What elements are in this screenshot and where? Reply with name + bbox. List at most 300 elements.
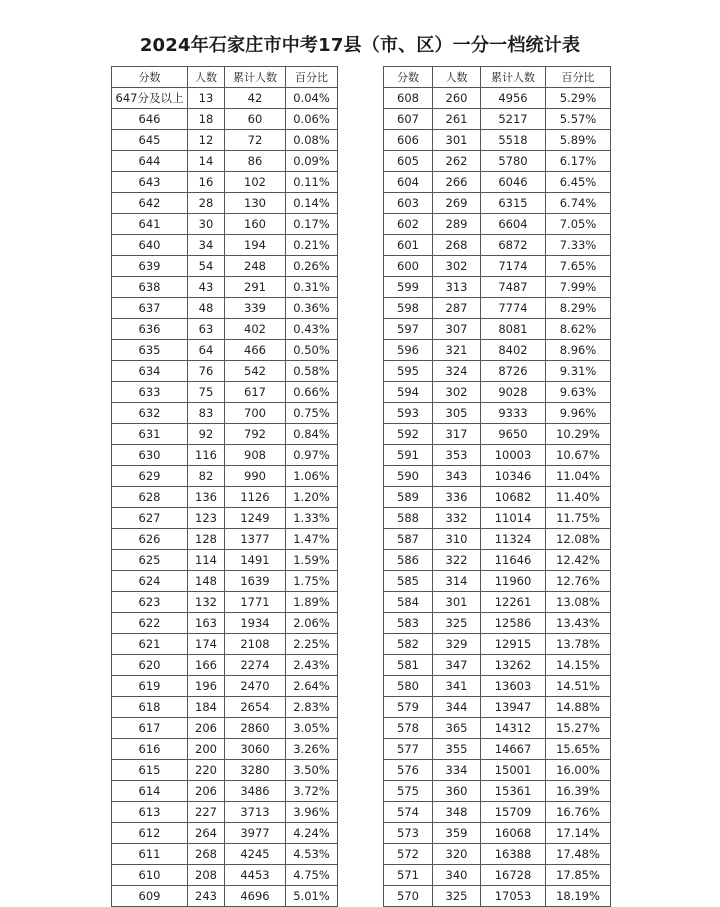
cell-cumulative: 4956	[481, 88, 546, 109]
cell-count: 30	[188, 214, 225, 235]
table-row	[384, 151, 611, 172]
cell-cumulative: 792	[225, 424, 286, 445]
cell-score: 582	[384, 634, 433, 655]
cell-count: 332	[433, 508, 481, 529]
cell-percent: 7.33%	[546, 235, 611, 256]
table-row	[112, 886, 338, 907]
cell-count: 322	[433, 550, 481, 571]
cell-percent: 0.17%	[286, 214, 338, 235]
cell-score: 573	[384, 823, 433, 844]
cell-count: 18	[188, 109, 225, 130]
cell-count: 148	[188, 571, 225, 592]
cell-score: 593	[384, 403, 433, 424]
cell-cumulative: 15709	[481, 802, 546, 823]
cell-score: 641	[112, 214, 188, 235]
table-row	[384, 235, 611, 256]
cell-count: 266	[433, 172, 481, 193]
cell-cumulative: 1934	[225, 613, 286, 634]
cell-cumulative: 3060	[225, 739, 286, 760]
table-row	[384, 487, 611, 508]
cell-count: 325	[433, 886, 481, 907]
cell-percent: 17.85%	[546, 865, 611, 886]
cell-count: 268	[433, 235, 481, 256]
cell-percent: 9.63%	[546, 382, 611, 403]
table-row	[384, 193, 611, 214]
cell-cumulative: 5217	[481, 109, 546, 130]
cell-count: 12	[188, 130, 225, 151]
cell-count: 269	[433, 193, 481, 214]
cell-count: 13	[188, 88, 225, 109]
cell-percent: 17.48%	[546, 844, 611, 865]
cell-count: 264	[188, 823, 225, 844]
cell-cumulative: 15361	[481, 781, 546, 802]
cell-count: 123	[188, 508, 225, 529]
table-row	[384, 571, 611, 592]
cell-percent: 4.24%	[286, 823, 338, 844]
cell-percent: 18.19%	[546, 886, 611, 907]
score-table-left	[111, 66, 338, 907]
cell-percent: 0.26%	[286, 256, 338, 277]
table-body-right	[384, 88, 611, 907]
cell-score: 629	[112, 466, 188, 487]
cell-count: 307	[433, 319, 481, 340]
cell-count: 301	[433, 130, 481, 151]
cell-percent: 0.84%	[286, 424, 338, 445]
cell-score: 645	[112, 130, 188, 151]
cell-cumulative: 3280	[225, 760, 286, 781]
cell-score: 643	[112, 172, 188, 193]
cell-score: 612	[112, 823, 188, 844]
cell-score: 628	[112, 487, 188, 508]
table-row	[112, 298, 338, 319]
cell-count: 136	[188, 487, 225, 508]
cell-percent: 13.78%	[546, 634, 611, 655]
table-row	[384, 676, 611, 697]
cell-score: 597	[384, 319, 433, 340]
cell-count: 200	[188, 739, 225, 760]
cell-cumulative: 11324	[481, 529, 546, 550]
cell-score: 646	[112, 109, 188, 130]
table-row	[112, 403, 338, 424]
cell-percent: 4.75%	[286, 865, 338, 886]
table-row	[384, 466, 611, 487]
cell-count: 64	[188, 340, 225, 361]
cell-score: 583	[384, 613, 433, 634]
cell-cumulative: 11646	[481, 550, 546, 571]
cell-cumulative: 9028	[481, 382, 546, 403]
table-row	[384, 529, 611, 550]
cell-cumulative: 16068	[481, 823, 546, 844]
cell-score: 594	[384, 382, 433, 403]
cell-percent: 14.51%	[546, 676, 611, 697]
cell-cumulative: 8402	[481, 340, 546, 361]
cell-percent: 9.31%	[546, 361, 611, 382]
cell-cumulative: 102	[225, 172, 286, 193]
cell-percent: 11.75%	[546, 508, 611, 529]
cell-score: 604	[384, 172, 433, 193]
cell-percent: 0.58%	[286, 361, 338, 382]
cell-count: 196	[188, 676, 225, 697]
cell-cumulative: 6046	[481, 172, 546, 193]
cell-percent: 9.96%	[546, 403, 611, 424]
cell-cumulative: 194	[225, 235, 286, 256]
table-row	[112, 466, 338, 487]
cell-score: 635	[112, 340, 188, 361]
cell-percent: 5.01%	[286, 886, 338, 907]
table-row	[112, 865, 338, 886]
cell-score: 570	[384, 886, 433, 907]
cell-percent: 0.31%	[286, 277, 338, 298]
cell-cumulative: 1126	[225, 487, 286, 508]
cell-score: 595	[384, 361, 433, 382]
cell-score: 588	[384, 508, 433, 529]
table-row	[112, 823, 338, 844]
cell-cumulative: 12261	[481, 592, 546, 613]
table-row	[112, 655, 338, 676]
cell-cumulative: 130	[225, 193, 286, 214]
cell-percent: 0.66%	[286, 382, 338, 403]
cell-score: 617	[112, 718, 188, 739]
cell-score: 613	[112, 802, 188, 823]
cell-count: 348	[433, 802, 481, 823]
cell-cumulative: 908	[225, 445, 286, 466]
table-row	[384, 739, 611, 760]
cell-count: 92	[188, 424, 225, 445]
cell-count: 341	[433, 676, 481, 697]
table-row	[384, 802, 611, 823]
cell-cumulative: 2470	[225, 676, 286, 697]
cell-cumulative: 14312	[481, 718, 546, 739]
cell-count: 314	[433, 571, 481, 592]
table-row	[384, 844, 611, 865]
cell-score: 622	[112, 613, 188, 634]
cell-percent: 11.40%	[546, 487, 611, 508]
cell-score: 642	[112, 193, 188, 214]
cell-percent: 8.96%	[546, 340, 611, 361]
table-row	[384, 403, 611, 424]
cell-percent: 1.89%	[286, 592, 338, 613]
cell-count: 287	[433, 298, 481, 319]
cell-percent: 10.29%	[546, 424, 611, 445]
cell-cumulative: 339	[225, 298, 286, 319]
cell-count: 206	[188, 718, 225, 739]
cell-percent: 6.17%	[546, 151, 611, 172]
table-header-row	[384, 67, 611, 88]
cell-cumulative: 2860	[225, 718, 286, 739]
cell-percent: 0.14%	[286, 193, 338, 214]
cell-count: 305	[433, 403, 481, 424]
table-row	[112, 676, 338, 697]
cell-cumulative: 42	[225, 88, 286, 109]
cell-count: 360	[433, 781, 481, 802]
table-row	[384, 508, 611, 529]
column-header-score: 分数	[112, 67, 188, 88]
cell-cumulative: 2274	[225, 655, 286, 676]
cell-cumulative: 3486	[225, 781, 286, 802]
cell-score: 603	[384, 193, 433, 214]
table-row	[384, 634, 611, 655]
cell-count: 324	[433, 361, 481, 382]
cell-cumulative: 60	[225, 109, 286, 130]
table-body-left	[112, 88, 338, 907]
table-row	[384, 697, 611, 718]
cell-cumulative: 10003	[481, 445, 546, 466]
cell-cumulative: 248	[225, 256, 286, 277]
cell-percent: 3.50%	[286, 760, 338, 781]
cell-score: 621	[112, 634, 188, 655]
cell-percent: 0.75%	[286, 403, 338, 424]
table-row	[384, 865, 611, 886]
cell-cumulative: 402	[225, 319, 286, 340]
table-row	[384, 172, 611, 193]
table-row	[384, 655, 611, 676]
cell-count: 128	[188, 529, 225, 550]
table-row	[112, 88, 338, 109]
cell-score: 620	[112, 655, 188, 676]
cell-count: 43	[188, 277, 225, 298]
cell-cumulative: 160	[225, 214, 286, 235]
table-row	[112, 529, 338, 550]
cell-percent: 0.43%	[286, 319, 338, 340]
cell-score: 596	[384, 340, 433, 361]
cell-count: 268	[188, 844, 225, 865]
cell-percent: 0.36%	[286, 298, 338, 319]
table-row	[112, 277, 338, 298]
column-header-percent: 百分比	[546, 67, 611, 88]
cell-score: 640	[112, 235, 188, 256]
table-row	[384, 130, 611, 151]
cell-percent: 3.72%	[286, 781, 338, 802]
table-header-row	[112, 67, 338, 88]
cell-count: 310	[433, 529, 481, 550]
cell-count: 301	[433, 592, 481, 613]
cell-percent: 12.08%	[546, 529, 611, 550]
table-row	[384, 592, 611, 613]
cell-count: 260	[433, 88, 481, 109]
cell-cumulative: 6604	[481, 214, 546, 235]
cell-cumulative: 990	[225, 466, 286, 487]
cell-percent: 14.88%	[546, 697, 611, 718]
cell-score: 572	[384, 844, 433, 865]
cell-count: 63	[188, 319, 225, 340]
cell-percent: 8.29%	[546, 298, 611, 319]
cell-score: 590	[384, 466, 433, 487]
cell-percent: 3.05%	[286, 718, 338, 739]
cell-cumulative: 13947	[481, 697, 546, 718]
cell-percent: 4.53%	[286, 844, 338, 865]
cell-percent: 0.50%	[286, 340, 338, 361]
cell-score: 616	[112, 739, 188, 760]
cell-percent: 16.76%	[546, 802, 611, 823]
table-row	[112, 445, 338, 466]
cell-cumulative: 2108	[225, 634, 286, 655]
cell-score: 623	[112, 592, 188, 613]
cell-cumulative: 9650	[481, 424, 546, 445]
cell-count: 206	[188, 781, 225, 802]
table-row	[112, 508, 338, 529]
table-row	[112, 592, 338, 613]
cell-count: 82	[188, 466, 225, 487]
cell-score: 599	[384, 277, 433, 298]
cell-cumulative: 16728	[481, 865, 546, 886]
cell-count: 220	[188, 760, 225, 781]
cell-percent: 2.06%	[286, 613, 338, 634]
table-row	[112, 382, 338, 403]
cell-percent: 0.04%	[286, 88, 338, 109]
cell-count: 336	[433, 487, 481, 508]
cell-count: 344	[433, 697, 481, 718]
cell-percent: 1.06%	[286, 466, 338, 487]
cell-cumulative: 11960	[481, 571, 546, 592]
cell-percent: 10.67%	[546, 445, 611, 466]
cell-score: 634	[112, 361, 188, 382]
table-row	[112, 760, 338, 781]
cell-count: 174	[188, 634, 225, 655]
cell-score: 575	[384, 781, 433, 802]
cell-percent: 7.99%	[546, 277, 611, 298]
cell-count: 261	[433, 109, 481, 130]
cell-score: 633	[112, 382, 188, 403]
cell-cumulative: 7174	[481, 256, 546, 277]
score-table-right	[383, 66, 611, 907]
cell-score: 637	[112, 298, 188, 319]
cell-percent: 16.39%	[546, 781, 611, 802]
cell-score: 615	[112, 760, 188, 781]
cell-percent: 1.75%	[286, 571, 338, 592]
cell-count: 48	[188, 298, 225, 319]
cell-count: 14	[188, 151, 225, 172]
cell-cumulative: 9333	[481, 403, 546, 424]
cell-score: 644	[112, 151, 188, 172]
cell-percent: 3.26%	[286, 739, 338, 760]
cell-percent: 5.57%	[546, 109, 611, 130]
cell-cumulative: 1771	[225, 592, 286, 613]
cell-score: 579	[384, 697, 433, 718]
table-row	[112, 172, 338, 193]
cell-cumulative: 1377	[225, 529, 286, 550]
table-row	[112, 550, 338, 571]
cell-score: 614	[112, 781, 188, 802]
cell-count: 321	[433, 340, 481, 361]
cell-score: 581	[384, 655, 433, 676]
cell-percent: 6.74%	[546, 193, 611, 214]
table-row	[112, 718, 338, 739]
cell-score: 600	[384, 256, 433, 277]
cell-cumulative: 1491	[225, 550, 286, 571]
cell-cumulative: 15001	[481, 760, 546, 781]
cell-cumulative: 8726	[481, 361, 546, 382]
cell-percent: 5.29%	[546, 88, 611, 109]
cell-count: 302	[433, 256, 481, 277]
cell-cumulative: 10682	[481, 487, 546, 508]
table-row	[384, 340, 611, 361]
cell-percent: 5.89%	[546, 130, 611, 151]
cell-count: 359	[433, 823, 481, 844]
table-row	[112, 613, 338, 634]
cell-score: 607	[384, 109, 433, 130]
cell-score: 584	[384, 592, 433, 613]
cell-score: 602	[384, 214, 433, 235]
table-row	[112, 130, 338, 151]
cell-count: 208	[188, 865, 225, 886]
cell-score: 574	[384, 802, 433, 823]
table-row	[384, 718, 611, 739]
cell-percent: 12.76%	[546, 571, 611, 592]
cell-cumulative: 72	[225, 130, 286, 151]
cell-cumulative: 86	[225, 151, 286, 172]
cell-percent: 15.27%	[546, 718, 611, 739]
cell-score: 631	[112, 424, 188, 445]
cell-score: 577	[384, 739, 433, 760]
table-row	[112, 487, 338, 508]
table-row	[384, 886, 611, 907]
table-row	[384, 214, 611, 235]
cell-cumulative: 4245	[225, 844, 286, 865]
cell-percent: 17.14%	[546, 823, 611, 844]
cell-cumulative: 12586	[481, 613, 546, 634]
cell-percent: 1.59%	[286, 550, 338, 571]
table-row	[112, 340, 338, 361]
cell-score: 585	[384, 571, 433, 592]
table-row	[112, 214, 338, 235]
table-row	[384, 109, 611, 130]
column-header-count: 人数	[188, 67, 225, 88]
cell-count: 116	[188, 445, 225, 466]
column-header-score: 分数	[384, 67, 433, 88]
table-row	[384, 277, 611, 298]
cell-cumulative: 700	[225, 403, 286, 424]
cell-percent: 15.65%	[546, 739, 611, 760]
cell-cumulative: 17053	[481, 886, 546, 907]
cell-percent: 1.33%	[286, 508, 338, 529]
cell-cumulative: 2654	[225, 697, 286, 718]
cell-count: 132	[188, 592, 225, 613]
table-row	[384, 382, 611, 403]
cell-score: 589	[384, 487, 433, 508]
cell-count: 166	[188, 655, 225, 676]
cell-score: 587	[384, 529, 433, 550]
cell-score: 606	[384, 130, 433, 151]
cell-percent: 13.08%	[546, 592, 611, 613]
cell-count: 28	[188, 193, 225, 214]
cell-cumulative: 5518	[481, 130, 546, 151]
table-row	[384, 298, 611, 319]
cell-percent: 2.25%	[286, 634, 338, 655]
table-row	[112, 739, 338, 760]
cell-cumulative: 542	[225, 361, 286, 382]
cell-count: 353	[433, 445, 481, 466]
table-row	[112, 319, 338, 340]
cell-percent: 7.05%	[546, 214, 611, 235]
cell-percent: 14.15%	[546, 655, 611, 676]
cell-score: 586	[384, 550, 433, 571]
cell-count: 365	[433, 718, 481, 739]
table-row	[112, 151, 338, 172]
table-row	[112, 109, 338, 130]
cell-score: 619	[112, 676, 188, 697]
table-row	[112, 235, 338, 256]
cell-score: 626	[112, 529, 188, 550]
cell-percent: 1.47%	[286, 529, 338, 550]
cell-count: 76	[188, 361, 225, 382]
cell-cumulative: 4453	[225, 865, 286, 886]
cell-count: 289	[433, 214, 481, 235]
cell-cumulative: 5780	[481, 151, 546, 172]
cell-cumulative: 7487	[481, 277, 546, 298]
cell-percent: 0.06%	[286, 109, 338, 130]
table-row	[112, 781, 338, 802]
column-header-count: 人数	[433, 67, 481, 88]
